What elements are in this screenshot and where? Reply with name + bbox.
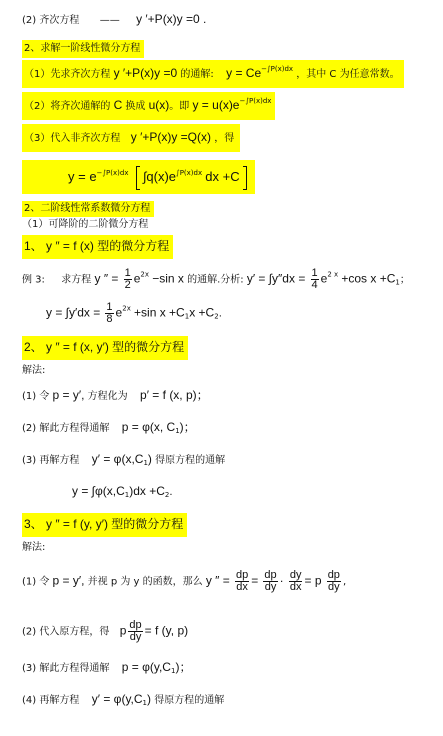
- type-1-heading: [22, 235, 173, 259]
- formula: )；: [175, 660, 192, 674]
- fraction: [105, 302, 113, 325]
- step-text: （1）先求齐次方程: [24, 69, 111, 80]
- formula: y ′+P(x)y =0: [113, 66, 178, 80]
- numerator: 1: [106, 301, 113, 313]
- formula: u(x): [148, 98, 170, 112]
- step-number: (1): [22, 391, 37, 402]
- subscript: 1: [184, 312, 190, 321]
- formula: y′ = φ(x,C: [91, 452, 144, 466]
- line-label: (2) 齐次方程: [22, 15, 80, 26]
- subscript: 1: [124, 491, 130, 499]
- formula: e: [320, 271, 328, 286]
- formula: )dx +C: [129, 484, 165, 498]
- formula: =: [251, 573, 259, 588]
- example-mid: 的通解.分析:: [187, 274, 244, 286]
- step-3-line: [22, 124, 240, 152]
- punctuation: ；: [399, 274, 410, 286]
- section-heading-second-order: [22, 201, 154, 217]
- heading-text: 1、 y ″ = f (x) 型的微分方程: [24, 239, 170, 253]
- formula: e: [115, 305, 123, 320]
- method-2-step-1: [22, 388, 209, 404]
- formula: y ′+P(x)y =Q(x): [130, 130, 212, 144]
- formula: +sin x +C: [134, 305, 185, 320]
- exponent: −∫P(x)dx: [239, 97, 272, 105]
- formula: ): [147, 452, 152, 466]
- subscript: 1: [395, 278, 400, 287]
- formula: p: [119, 623, 127, 638]
- formula: ·: [279, 573, 284, 588]
- formula: y ″ =: [205, 573, 230, 588]
- numerator: dp: [264, 569, 277, 581]
- exponent: 2x: [122, 304, 131, 313]
- step-text: 再解方程: [39, 455, 80, 466]
- step-number: (2): [22, 626, 37, 638]
- subscript: 1: [175, 427, 180, 435]
- step-text: 解此方程得通解: [39, 663, 110, 674]
- numerator: dp: [235, 569, 249, 581]
- step-number: (3): [22, 455, 37, 466]
- step-tail: 。即: [169, 101, 190, 112]
- subscript: 2: [214, 312, 219, 321]
- formula: ): [147, 692, 152, 706]
- fraction: [124, 268, 132, 291]
- step-text: 解此方程得通解: [39, 423, 110, 434]
- formula: y = Ce: [226, 66, 262, 80]
- step-text: 代入原方程，得: [39, 626, 110, 638]
- formula: dx +C: [205, 169, 240, 184]
- formula: −sin x: [152, 271, 184, 286]
- subscript: 1: [142, 699, 148, 707]
- exponent: 2x: [140, 270, 150, 279]
- formula: ∫q(x)e: [142, 169, 177, 184]
- denominator: 2: [124, 279, 131, 291]
- step-tail: ，其中 C 为任意常数。: [296, 69, 400, 80]
- method-3-step-1: [22, 570, 346, 593]
- formula: )；: [179, 420, 196, 434]
- method-3-step-3: [22, 660, 191, 676]
- solution-label-2: [22, 541, 45, 555]
- numerator: dp: [327, 569, 340, 581]
- step-text: （3）代入非齐次方程: [24, 133, 121, 144]
- formula: y′ = ∫y″dx =: [246, 271, 306, 286]
- formula: p = y′,: [52, 573, 85, 588]
- fraction: [289, 570, 303, 593]
- formula: x +C: [189, 305, 215, 320]
- step-tail: 得原方程的通解: [154, 695, 225, 706]
- formula: = p: [304, 573, 322, 588]
- formula: p = φ(x, C: [121, 420, 176, 434]
- fraction: [235, 570, 249, 593]
- step-text: 再解方程: [39, 695, 80, 706]
- heading-text: 2、求解一阶线性微分方程: [24, 43, 141, 54]
- formula: +cos x +C: [341, 271, 396, 286]
- subscript: 2: [164, 491, 170, 499]
- numerator: 1: [311, 267, 318, 279]
- step-mid: 换成: [125, 101, 146, 112]
- step-text: （2）将齐次通解的: [24, 101, 111, 112]
- subsection-reducible: [22, 218, 148, 232]
- punctuation: .: [169, 487, 173, 498]
- numerator: dy: [289, 569, 302, 581]
- step-mid: 的通解:: [180, 69, 214, 80]
- step-tail: 得原方程的通解: [155, 455, 226, 466]
- formula: p′ = f (x, p)；: [140, 388, 209, 402]
- exponent: ∫P(x)dx: [176, 169, 203, 177]
- method-2-step-3: [22, 452, 225, 468]
- heading-text: 2、二阶线性常系数微分方程: [24, 203, 151, 214]
- denominator: dx: [236, 581, 248, 593]
- numerator: 1: [124, 267, 131, 279]
- fraction: [311, 268, 319, 291]
- formula: e: [133, 271, 141, 286]
- formula: y′ = φ(y,C: [91, 692, 143, 706]
- method-2-step-2: [22, 420, 196, 436]
- denominator: dx: [289, 581, 302, 593]
- punctuation: .: [218, 308, 222, 320]
- denominator: dy: [328, 581, 340, 593]
- denominator: 4: [311, 279, 318, 291]
- formula: C: [113, 98, 123, 112]
- method-3-step-2: [22, 620, 188, 643]
- solution-label-1: [22, 364, 45, 378]
- example-3-result: [46, 302, 222, 325]
- step-number: (1): [22, 576, 37, 588]
- heading-text: 2、 y ″ = f (x, y′) 型的微分方程: [24, 340, 185, 354]
- numerator: dp: [129, 619, 142, 631]
- subheading-text: （1）可降阶的二阶微分方程: [22, 219, 149, 230]
- fraction: [263, 570, 277, 593]
- dash: ——: [99, 15, 120, 26]
- fraction: [327, 570, 341, 593]
- step-1-line: [22, 60, 404, 88]
- step-number: (2): [22, 423, 37, 434]
- bracket-left: [136, 166, 140, 190]
- formula: y = e: [68, 169, 97, 184]
- method-2-result: [72, 484, 173, 500]
- bracket-right: [243, 166, 247, 190]
- subscript: 1: [170, 667, 176, 675]
- solution-label: 解法:: [22, 542, 46, 553]
- fraction: [128, 620, 142, 643]
- denominator: dy: [129, 631, 142, 643]
- denominator: dy: [264, 581, 277, 593]
- subscript: 1: [143, 459, 148, 467]
- homogeneous-equation-line: [22, 12, 206, 28]
- example-label: 例 3:: [22, 274, 45, 286]
- exponent: 2 x: [327, 270, 339, 279]
- exponent: −∫P(x)dx: [261, 65, 294, 73]
- type-2-heading: [22, 336, 188, 360]
- solution-label: 解法:: [22, 365, 46, 376]
- formula: y ″ =: [94, 271, 119, 286]
- step-2-line: [22, 92, 275, 120]
- formula: y ′+P(x)y =0 .: [136, 12, 207, 26]
- section-heading-first-order: [22, 40, 144, 58]
- formula: y = u(x)e: [192, 98, 240, 112]
- punctuation: ,: [342, 576, 347, 588]
- formula: p = φ(y,C: [121, 660, 171, 674]
- method-3-step-4: [22, 692, 224, 708]
- step-text: 令: [39, 391, 50, 402]
- formula: y = ∫y′dx =: [46, 305, 101, 320]
- formula: = f (y, p): [144, 623, 189, 638]
- step-tail: ，得: [214, 133, 235, 144]
- formula: p = y′,: [52, 388, 85, 402]
- step-number: (3): [22, 663, 37, 674]
- step-text: 令: [39, 576, 50, 588]
- type-3-heading: [22, 513, 187, 537]
- formula: y = ∫φ(x,C: [72, 484, 125, 498]
- step-mid: 方程化为: [87, 391, 128, 402]
- heading-text: 3、 y ″ = f (y, y′) 型的微分方程: [24, 517, 184, 531]
- example-text: 求方程: [61, 274, 92, 286]
- example-3-line: [22, 268, 410, 291]
- step-mid: 并视 p 为 y 的函数，那么: [87, 576, 203, 588]
- exponent: −∫P(x)dx: [96, 169, 129, 177]
- general-solution-formula: [22, 160, 255, 194]
- denominator: 8: [106, 313, 113, 325]
- step-number: (4): [22, 695, 37, 706]
